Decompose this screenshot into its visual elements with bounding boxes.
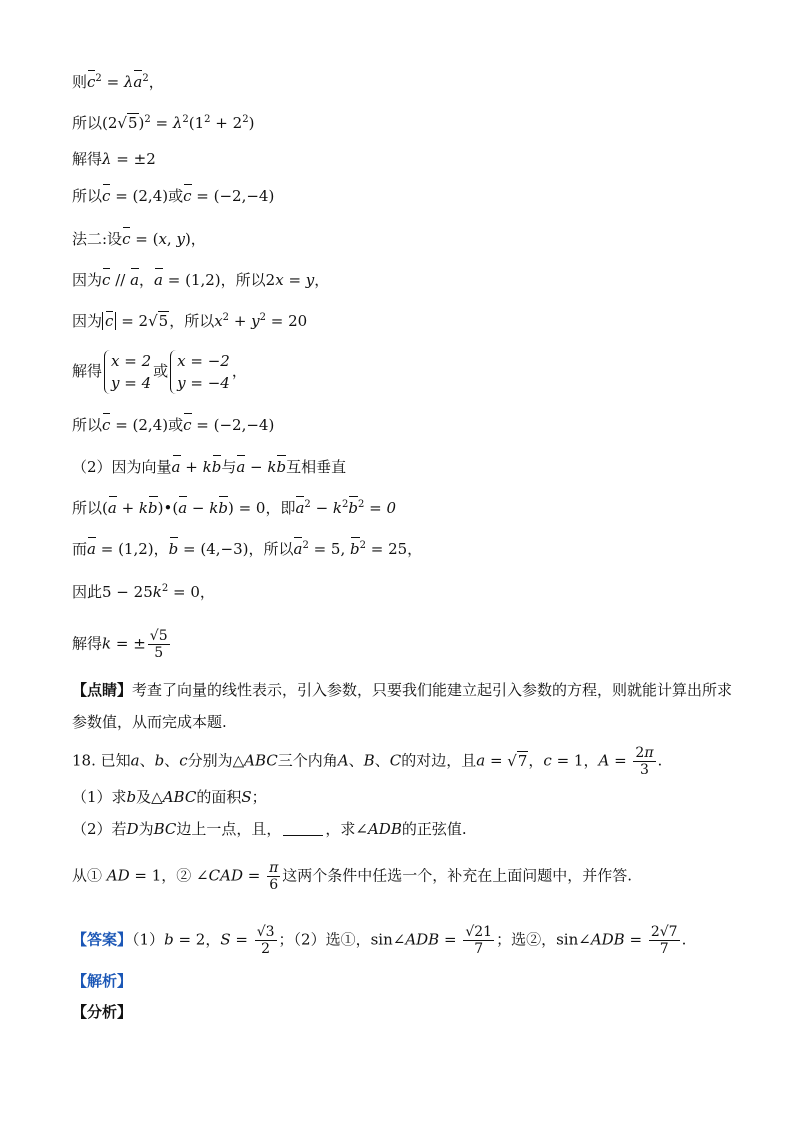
answer-tag: 【答案】	[72, 930, 133, 949]
comment-tag: 【点睛】	[72, 681, 133, 699]
fenxi-tag: 【分析】	[72, 1003, 133, 1021]
analysis-heading	[72, 970, 733, 992]
solution-line-8: 解得 x = 2 y = 4 或 x = −2 y = −4 ，	[72, 352, 247, 392]
question-18-stem: 18. 已知a、b、c分别为△ABC三个内角A、B、C的对边，且a = √7，c = 1，A = $\frac{2\pi}{3}$ .	[72, 745, 663, 778]
question-18-part-1: （1）求b及△ABC的面积S；	[72, 788, 267, 806]
solution-line-7: 因为 c = 2√5，所以$x^2 + y^2 = 20$	[72, 312, 308, 330]
solution-line-9: 所以c = (2,4)或c = (−2,−4)	[72, 416, 275, 434]
solution-line-3: 解得λ = ±2	[72, 150, 156, 168]
solution-line-10: （2）因为向量a + kb与a − kb互相垂直	[72, 458, 347, 476]
solution-line-14: 解得k = ± $\frac{√5}{5}$	[72, 628, 168, 661]
comment-paragraph	[72, 674, 733, 738]
solution-line-13: 因此$5 - 25k^2 = 0$，	[72, 583, 215, 601]
solution-line-5: 法二:设c = (x, y)，	[72, 230, 206, 248]
answer-line: 【答案】（1）b = 2，S = $\frac{√3}{2}$ ；（2）选①，sin∠ADB = $\frac{√21}{7}$ ；选②，sin∠ADB = $\frac{2√7}{7}$ .	[72, 924, 687, 957]
fill-in-blank	[283, 821, 323, 836]
solution-line-6: 因为c // a，a = (1,2)，所以2x = y，	[72, 271, 330, 289]
question-18-choice: 从① AD = 1，② ∠CAD = $\frac{\pi}{6}$ 这两个条件中任选一个，补充在上面问题中，并作答.	[72, 860, 633, 893]
solution-line-2: 所以$(2√5)^2 = \lambda^2(1^2 + 2^2)$	[72, 114, 255, 132]
question-18-part-2: （2）若D为BC边上一点，且， ，求∠ADB的正弦值.	[72, 820, 467, 838]
solution-line-1: 则$c^2 = \lambda a^2$，	[72, 73, 164, 91]
solution-line-11: 所以(a + kb)•(a − kb) = 0，即$a^2 - k^2b^2 = 0$	[72, 499, 397, 517]
comment-text: 考查了向量的线性表示，引入参数，只要我们能建立起引入参数的方程，则就能计算出所求参数值，从而完成本题.	[72, 681, 733, 731]
fenxi-heading	[72, 1001, 733, 1023]
solution-line-12: 而a = (1,2)，b = (4,−3)，所以$a^2 = 5$, $b^2 = 25$，	[72, 540, 423, 558]
solution-line-4: 所以c = (2,4)或c = (−2,−4)	[72, 187, 275, 205]
analysis-tag: 【解析】	[72, 972, 133, 990]
